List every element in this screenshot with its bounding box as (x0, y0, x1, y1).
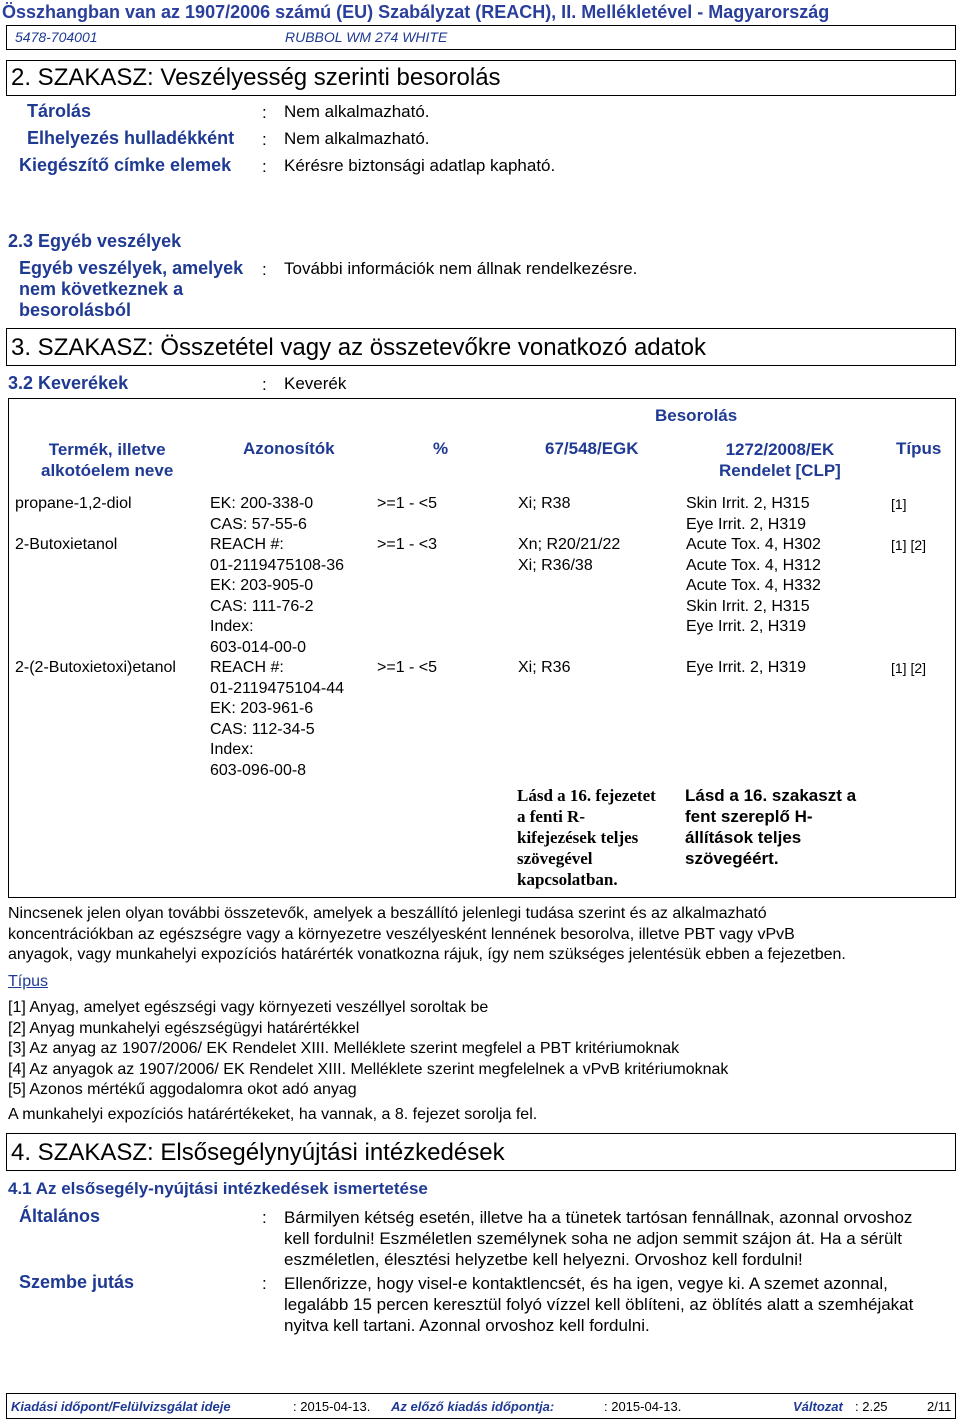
header-info-box (6, 25, 956, 50)
label-elements-label: Kiegészítő címke elemek (19, 155, 232, 175)
component-percent: >=1 - <3 (377, 536, 438, 553)
issue-date-label: Kiadási időpont/Felülvizsgálat ideje (11, 1399, 231, 1414)
component-type: [1] (891, 496, 907, 512)
classification-line: Xi; R36/38 (518, 556, 593, 574)
header-product-name (41, 439, 173, 481)
clp-line: Acute Tox. 4, H312 (686, 556, 821, 574)
version-label: Változat (793, 1399, 843, 1414)
type-legend-item: [1] Anyag, amelyet egészségi vagy környezeti veszéllyel soroltak be (8, 999, 489, 1016)
colon: : (262, 260, 267, 279)
type-legend-item: [3] Az anyag az 1907/2006/ EK Rendelet XIII. Melléklete szerint megfelel a PBT kritériumoknak (8, 1040, 680, 1057)
header-clp-line: 1272/2008/EK (725, 440, 835, 459)
clp-line: Skin Irrit. 2, H315 (686, 597, 810, 615)
component-identifiers (210, 658, 344, 781)
header-besorolas: Besorolás (655, 406, 738, 425)
component-67-548 (518, 535, 620, 576)
general-text-line: eszméletlen, élesztési helyzetbe kell helyezni. Orvoshoz kell fordulni! (284, 1250, 803, 1269)
paragraph-line: anyagok, vagy munkahelyi expozíciós határérték vonatkozna rájuk, így nem szükséges jelentésük ebben a fejezetben. (8, 946, 846, 963)
identifier-line: CAS: 57-55-6 (210, 515, 307, 533)
component-percent: >=1 - <5 (377, 659, 438, 676)
component-identifiers (210, 535, 344, 658)
paragraph-line: koncentrációkban az egészségre vagy a környezetre veszélyesként lennének besorolva, illetve PBT vagy vPvB (8, 925, 795, 943)
first-aid-subtitle: 4.1 Az elsősegély-nyújtási intézkedések ismertetése (8, 1179, 428, 1198)
issue-date-value: : 2015-04-13. (293, 1399, 371, 1414)
other-hazards-value: További információk nem állnak rendelkezésre. (284, 259, 638, 278)
note-line: szövegével (517, 849, 593, 868)
eye-contact-text-line: legalább 15 percen keresztül folyó vízzel kell öblíteni, az öblítés alatt a szemhéjakat (284, 1295, 914, 1314)
colon: : (262, 157, 267, 176)
colon: : (262, 130, 267, 149)
other-hazards-label-1: Egyéb veszélyek, amelyek (19, 258, 244, 278)
other-hazards-subtitle: 2.3 Egyéb veszélyek (8, 231, 182, 251)
note-67-548 (517, 785, 656, 890)
document-title: Összhangban van az 1907/2006 számú (EU) Szabályzat (REACH), II. Mellékletével - Magyarország (2, 2, 830, 22)
identifier-line: CAS: 111-76-2 (210, 597, 314, 615)
header-type: Típus (896, 439, 942, 458)
identifier-line: 603-014-00-0 (210, 638, 307, 656)
header-clp-line: Rendelet [CLP] (719, 461, 841, 480)
type-legend-title: Típus (8, 973, 49, 990)
identifier-line: REACH #: (210, 536, 284, 553)
header-product-name-line: alkotóelem neve (41, 461, 174, 480)
component-type: [1] [2] (891, 660, 927, 676)
section-4-title: 4. SZAKASZ: Elsősegélynyújtási intézkedések (6, 1133, 956, 1171)
header-product-name-line: Termék, illetve (48, 440, 166, 459)
component-type: [1] [2] (891, 537, 927, 553)
identifier-line: EK: 203-961-6 (210, 700, 314, 717)
clp-line: Eye Irrit. 2, H319 (686, 515, 807, 533)
header-identifiers: Azonosítók (243, 439, 335, 458)
note-line: kapcsolatban. (517, 870, 618, 889)
component-identifiers (210, 494, 313, 535)
composition-table (8, 398, 956, 898)
section-3-title: 3. SZAKASZ: Összetétel vagy az összetevőkre vonatkozó adatok (6, 328, 956, 366)
mixtures-value: Keverék (284, 374, 347, 393)
type-legend-item: [4] Az anyagok az 1907/2006/ EK Rendelet XIII. Melléklete szerint megfelelnek a vPvB kritériumoknak (8, 1060, 729, 1078)
component-clp (686, 494, 810, 535)
eye-contact-text-line: nyitva kell tartani. Azonnal orvoshoz kell fordulni. (284, 1316, 650, 1335)
general-label: Általános (19, 1206, 101, 1226)
identifier-line: REACH #: (210, 659, 284, 676)
clp-line: Acute Tox. 4, H302 (686, 536, 821, 553)
component-clp: Eye Irrit. 2, H319 (686, 659, 807, 676)
header-67-548: 67/548/EGK (545, 439, 639, 458)
note-line: szövegéért. (685, 849, 779, 868)
header-clp (719, 439, 841, 481)
previous-date-value: : 2015-04-13. (604, 1399, 682, 1414)
component-67-548: Xi; R36 (518, 659, 571, 676)
other-hazards-label-2: nem következnek a (19, 279, 184, 299)
clp-line: Acute Tox. 4, H332 (686, 577, 821, 594)
identifier-line: 01-2119475104-44 (210, 679, 345, 697)
note-line: kifejezések teljes (517, 828, 639, 847)
identifier-line: Index: (210, 618, 254, 635)
general-text-line: kell fordulni! Eszméletlen személynek soha ne adjon semmit szájon át. Ha a sérült (284, 1229, 902, 1248)
storage-label: Tárolás (27, 101, 92, 121)
previous-date-label: Az előző kiadás időpontja: (391, 1399, 555, 1414)
type-legend-item: [5] Azonos mértékű aggodalomra okot adó anyag (8, 1081, 357, 1098)
header-percent: % (433, 439, 449, 458)
note-line: Lásd a 16. fejezetet (517, 786, 656, 805)
paragraph-line: Nincsenek jelen olyan további összetevők, amelyek a beszállító jelenlegi tudása szerint és az alkalmazható (8, 905, 767, 922)
note-line: állítások teljes (685, 828, 802, 847)
eye-contact-text-line: Ellenőrizze, hogy visel-e kontaktlencsét, és ha igen, vegye ki. A szemet azonnal, (284, 1274, 888, 1293)
exposure-limits-note: A munkahelyi expozíciós határértékeket, ha vannak, a 8. fejezet sorolja fel. (8, 1106, 538, 1123)
clp-line: Eye Irrit. 2, H319 (686, 618, 807, 635)
component-67-548: Xi; R38 (518, 495, 571, 512)
identifier-line: 603-096-00-8 (210, 761, 307, 779)
colon: : (262, 103, 267, 122)
colon: : (262, 1208, 267, 1227)
footer-box (6, 1393, 956, 1419)
disposal-label: Elhelyezés hulladékként (27, 128, 235, 148)
product-name: RUBBOL WM 274 WHITE (285, 29, 448, 45)
identifier-line: EK: 203-905-0 (210, 577, 314, 594)
version-value: : 2.25 (855, 1399, 888, 1414)
product-code: 5478-704001 (15, 29, 98, 45)
clp-line: Skin Irrit. 2, H315 (686, 495, 810, 512)
general-text (284, 1207, 912, 1270)
note-line: a fenti R- (517, 807, 585, 826)
component-name: 2-Butoxietanol (15, 536, 118, 553)
component-percent: >=1 - <5 (377, 495, 438, 512)
identifier-line: 01-2119475108-36 (210, 556, 345, 574)
colon: : (262, 1274, 267, 1293)
other-hazards-label-3: besorolásból (19, 300, 132, 320)
note-line: Lásd a 16. szakaszt a (685, 786, 857, 805)
identifier-line: Index: (210, 741, 254, 758)
classification-line: Xn; R20/21/22 (518, 536, 621, 553)
identifier-line: CAS: 112-34-5 (210, 720, 315, 738)
component-name: 2-(2-Butoxietoxi)etanol (15, 659, 176, 676)
mixtures-label: 3.2 Keverékek (8, 373, 129, 393)
disposal-value: Nem alkalmazható. (284, 129, 430, 148)
note-clp (685, 785, 856, 869)
identifier-line: EK: 200-338-0 (210, 495, 314, 512)
colon: : (262, 375, 267, 394)
component-name: propane-1,2-diol (15, 495, 132, 512)
label-elements-value: Kérésre biztonsági adatlap kapható. (284, 156, 556, 175)
eye-contact-text (284, 1273, 913, 1336)
type-legend (8, 998, 728, 1101)
additional-ingredients-paragraph (8, 904, 846, 966)
eye-contact-label: Szembe jutás (19, 1272, 135, 1292)
storage-value: Nem alkalmazható. (284, 102, 430, 121)
component-clp (686, 535, 821, 638)
note-line: fent szereplő H- (685, 807, 813, 826)
type-legend-item: [2] Anyag munkahelyi egészségügyi határértékkel (8, 1019, 360, 1037)
general-text-line: Bármilyen kétség esetén, illetve ha a tünetek tartósan fennállnak, azonnal orvoshoz (284, 1208, 913, 1227)
page-number: 2/11 (927, 1399, 952, 1414)
section-2-title: 2. SZAKASZ: Veszélyesség szerinti besorolás (6, 60, 956, 96)
